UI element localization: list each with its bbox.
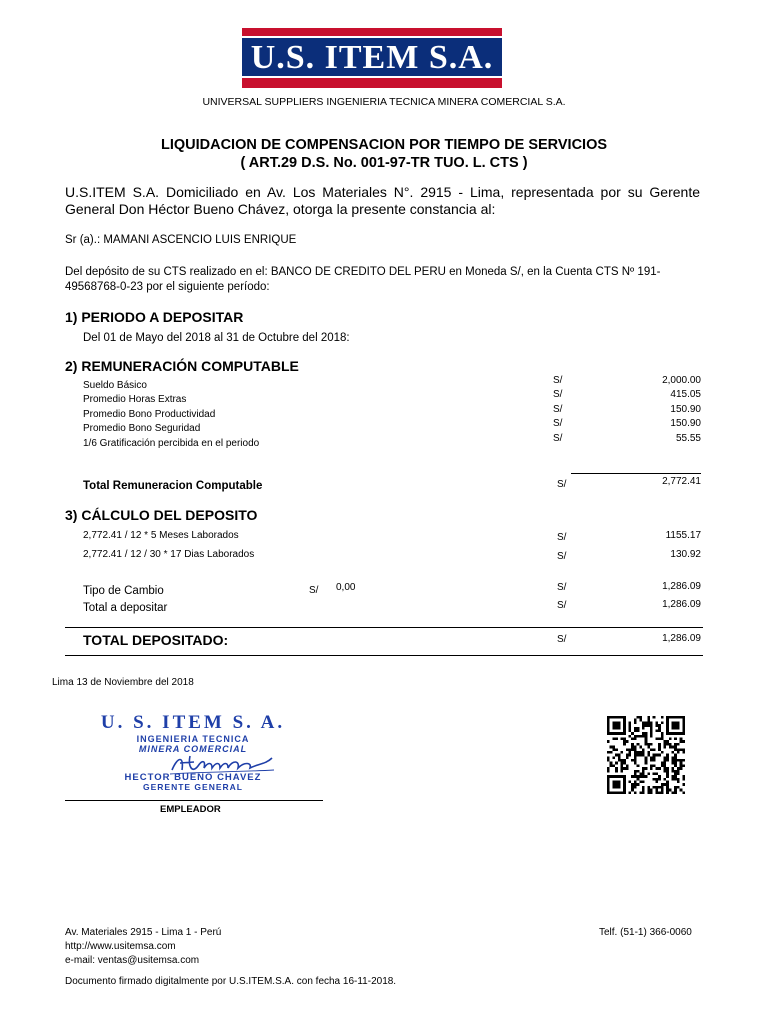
calc-days-currency: S/ [557,551,567,562]
exchange-rate-currency: S/ [309,585,319,596]
logo-red-bar-bottom [242,78,502,88]
recipient-name: Sr (a).: MAMANI ASCENCIO LUIS ENRIQUE [65,234,297,246]
company-full-name: UNIVERSAL SUPPLIERS INGENIERIA TECNICA MINERA COMERCIAL S.A. [202,96,566,108]
document-subtitle: ( ART.29 D.S. No. 001-97-TR TUO. L. CTS ) [240,155,528,171]
exchange-result-amount: 1,286.09 [662,581,701,592]
total-to-deposit-amount: 1,286.09 [662,599,701,610]
list-item-label: Sueldo Básico [83,380,147,391]
list-item-amount: 55.55 [675,433,701,444]
company-stamp [88,712,298,796]
digital-signature-note: Documento firmado digitalmente por U.S.ITEM.S.A. con fecha 16-11-2018. [65,976,397,987]
total-remuneration-label: Total Remuneracion Computable [83,480,263,492]
calc-months-label: 2,772.41 / 12 * 5 Meses Laborados [83,530,239,541]
section2-heading: 2) REMUNERACIÓN COMPUTABLE [65,358,299,374]
company-logo [242,28,502,88]
footer-phone: Telf. (51-1) 366-0060 [599,927,692,938]
intro-paragraph: U.S.ITEM S.A. Domiciliado en Av. Los Materiales N°. 2915 - Lima, representada por su Gerente General Don Héctor Bueno Chávez, otorga la presente constancia al: [65,184,700,217]
calc-days-amount: 130.92 [670,549,701,560]
signature-line [65,800,323,801]
total-divider-bottom [65,655,703,656]
total-divider-top [65,627,703,628]
calc-months-amount: 1155.17 [665,530,701,541]
list-item-amount: 150.90 [670,404,701,415]
list-item-label: Promedio Bono Productividad [83,409,216,420]
list-item-label: Promedio Horas Extras [83,394,187,405]
stamp-manager-title: GERENTE GENERAL [142,782,243,792]
list-item-amount: 2,000.00 [662,375,701,386]
list-item-amount: 150.90 [670,418,701,429]
section3-heading: 3) CÁLCULO DEL DEPOSITO [65,507,258,523]
total-to-deposit-label: Total a depositar [83,602,168,614]
list-item-currency: S/ [553,375,563,386]
stamp-company: U. S. ITEM S. A. [100,712,286,733]
list-item-label: Promedio Bono Seguridad [83,423,201,434]
total-deposited-label: TOTAL DEPOSITADO: [83,632,229,648]
stamp-line2: INGENIERIA TECNICA [136,734,250,744]
deposit-paragraph: Del depósito de su CTS realizado en el: BANCO DE CREDITO DEL PERU en Moneda S/, en la Cuenta CTS Nº 191-49568768-0-23 por el siguiente período: [65,266,661,293]
list-item-amount: 415.05 [670,389,701,400]
period-text: Del 01 de Mayo del 2018 al 31 de Octubre del 2018: [83,332,350,344]
total-to-deposit-currency: S/ [557,600,567,611]
total-deposited-amount: 1,286.09 [662,633,701,644]
section1-heading: 1) PERIODO A DEPOSITAR [65,309,244,325]
date-place: Lima 13 de Noviembre del 2018 [52,677,194,688]
exchange-rate-value: 0,00 [336,582,356,593]
stamp-line3: MINERA COMERCIAL [138,744,248,754]
calc-days-label: 2,772.41 / 12 / 30 * 17 Dias Laborados [83,549,255,560]
qr-code-icon [606,716,686,794]
exchange-rate-label: Tipo de Cambio [83,585,164,597]
subtotal-divider [571,473,701,474]
list-item-currency: S/ [553,433,563,444]
logo-text: U.S. ITEM S.A. [242,38,502,76]
list-item-currency: S/ [553,418,563,429]
calc-months-currency: S/ [557,532,567,543]
list-item-currency: S/ [553,389,563,400]
document-title: LIQUIDACION DE COMPENSACION POR TIEMPO DE SERVICIOS [160,137,608,153]
footer-website-link[interactable]: http://www.usitemsa.com [65,941,176,952]
footer-address: Av. Materiales 2915 - Lima 1 - Perú [65,927,222,938]
list-item-currency: S/ [553,404,563,415]
list-item-label: 1/6 Gratificación percibida en el periodo [83,438,260,449]
exchange-result-currency: S/ [557,582,567,593]
footer-email[interactable]: e-mail: ventas@usitemsa.com [65,955,200,966]
total-deposited-currency: S/ [557,634,567,645]
stamp-manager-name: HECTOR BUENO CHAVEZ [124,772,262,783]
total-remuneration-amount: 2,772.41 [662,476,701,487]
logo-red-bar-top [242,28,502,36]
signature-label: EMPLEADOR [160,804,221,815]
total-remuneration-currency: S/ [557,479,567,490]
